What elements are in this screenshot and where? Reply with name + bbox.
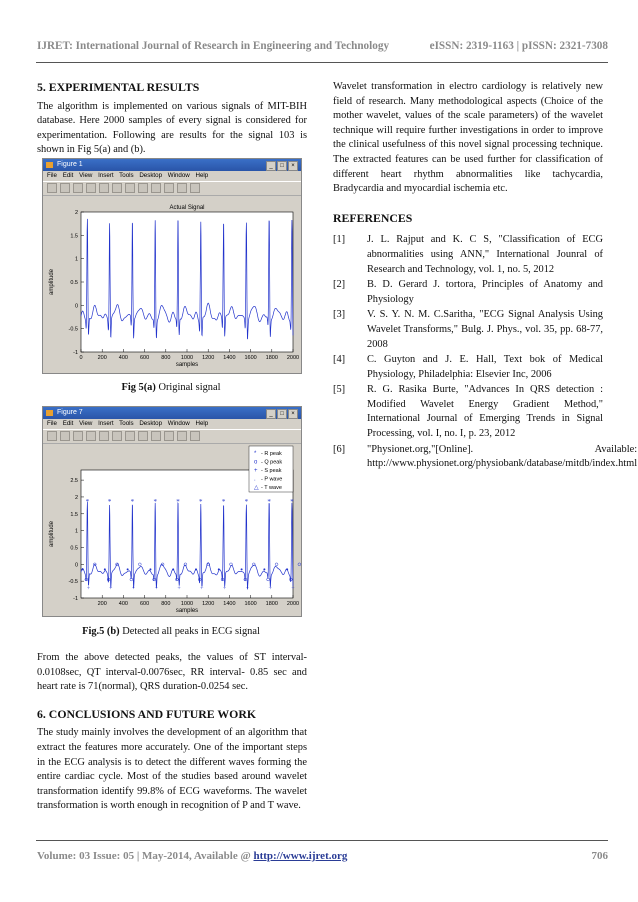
legend-icon[interactable]	[190, 183, 200, 193]
figure-5b-caption-text: Detected all peaks in ECG signal	[119, 626, 260, 637]
open-icon[interactable]	[60, 183, 70, 193]
zoom-out-icon[interactable]	[125, 431, 135, 441]
reference-text: J. L. Rajput and K. C S, "Classification of ECG abnormalities using ANN," International Jounral of Research and Technology, vol. 1, no. 5, 2012	[367, 234, 603, 275]
datacursor-icon[interactable]	[164, 431, 174, 441]
fig-b-y-tick-label: 0.5	[70, 545, 78, 552]
reference-item	[333, 443, 638, 472]
reference-text: "Physionet.org,"[Online]. Available: http://www.physionet.org/physiobank/database/mitdb/index.html	[367, 443, 638, 470]
fig-b-p-wave-marker	[263, 568, 265, 570]
fig-b-legend-symbol: △	[254, 485, 259, 491]
zoom-in-icon[interactable]	[112, 183, 122, 193]
footer-link[interactable]: http://www.ijret.org	[253, 850, 348, 862]
maximize-icon[interactable]: □	[277, 161, 287, 171]
figure-5a-plot	[43, 196, 301, 373]
fig-b-r-peak-marker: *	[130, 498, 135, 506]
fig-a-x-tick-label: 800	[161, 355, 171, 361]
figure-5b-toolbar	[43, 429, 301, 444]
minimize-icon[interactable]: _	[266, 161, 276, 171]
fig-a-y-tick-label: 1.5	[70, 233, 78, 240]
fig-b-y-tick-label: 1.5	[70, 511, 78, 518]
new-icon[interactable]	[47, 183, 57, 193]
fig-b-x-tick-label: 400	[118, 601, 128, 607]
fig-b-x-tick-label: 1600	[244, 601, 257, 607]
footer-rule	[36, 840, 608, 841]
fig-a-x-tick-label: 400	[118, 355, 128, 361]
fig-b-x-tick-label: 600	[140, 601, 150, 607]
fig-b-s-peak-marker: +	[177, 585, 181, 592]
fig-b-legend-label: - S peak	[261, 468, 282, 474]
header-rule	[36, 62, 608, 63]
fig-b-p-wave-marker	[241, 568, 243, 570]
fig-a-x-tick-label: 1000	[180, 355, 194, 361]
fig-b-legend-symbol: *	[254, 451, 257, 457]
fig-a-x-axis-label: samples	[175, 362, 199, 368]
reference-item	[333, 233, 603, 277]
reference-text: B. D. Gerard J. tortora, Principles of Anatomy and Physiology	[367, 279, 603, 305]
fig-b-p-wave-marker	[195, 568, 197, 570]
fig-b-r-peak-marker: *	[176, 498, 180, 506]
footer-volume-text: Volume: 03 Issue: 05 | May-2014, Available @	[37, 850, 254, 862]
fig-b-x-tick-label: 1400	[223, 601, 236, 607]
figure-5b-title: Figure 7	[57, 409, 83, 416]
reference-item	[333, 353, 603, 382]
close-icon[interactable]: ×	[288, 409, 298, 419]
fig-b-p-wave-marker	[218, 568, 220, 570]
fig-b-x-tick-label: 1000	[180, 601, 194, 607]
reference-item	[333, 308, 603, 352]
print-icon[interactable]	[86, 431, 96, 441]
fig-b-s-peak-marker: +	[131, 585, 136, 592]
new-icon[interactable]	[47, 431, 57, 441]
fig-b-s-peak-marker: +	[222, 585, 227, 592]
legend-icon[interactable]	[190, 431, 200, 441]
fig-a-x-tick-label: 1200	[202, 355, 215, 361]
colorbar-icon[interactable]	[177, 183, 187, 193]
figure-5a-caption-text: Original signal	[155, 382, 221, 393]
fig-a-x-tick-label: 1400	[223, 355, 236, 361]
fig-b-x-tick-label: 200	[97, 601, 107, 607]
fig-b-y-tick-label: -1	[73, 596, 78, 602]
fig-a-y-tick-label: -1	[73, 350, 78, 356]
fig-a-y-tick-label: 2	[74, 210, 78, 216]
section-6-heading: 6. CONCLUSIONS AND FUTURE WORK	[37, 706, 257, 721]
fig-a-x-tick-label: 1600	[244, 355, 257, 361]
figure-5a-titlebar	[43, 159, 301, 171]
fig-b-p-wave-marker	[286, 568, 288, 570]
section-6-paragraph-2: Wavelet transformation in electro cardiology is relatively new field of research. Many methodological aspects (Choice of the mother wavelet, values of the scale parameters) of the wavelet technique will require further investigations in order to improve the clinical usefulness of this novel signal processing technique. The extracted features can be used further for classification of different heart rhythm abnormalities like tachycardia, Bradycardia and myocardial ischemia etc.	[333, 81, 603, 195]
fig-b-y-tick-label: 2	[74, 494, 78, 501]
fig-b-r-peak-marker: *	[107, 498, 112, 506]
right-column	[333, 80, 638, 473]
fig-b-y-tick-label: 1	[74, 528, 78, 535]
fig-a-y-axis-label: amplitude	[49, 268, 55, 296]
fig-a-y-tick-label: 0.5	[70, 280, 78, 286]
fig-b-s-peak-marker: +	[86, 585, 91, 592]
reference-text: C. Guyton and J. E. Hall, Text bok of Medical Physiology, Philadelphia: Elsevier Inc, 2006	[367, 354, 603, 380]
fig-b-x-tick-label: 1800	[265, 601, 278, 607]
reference-number: [4]	[333, 354, 346, 366]
reference-number: [5]	[333, 384, 346, 396]
fig-b-p-wave-marker	[172, 568, 174, 570]
page-number: 706	[591, 850, 608, 862]
fig-b-x-tick-label: 2000	[286, 601, 300, 607]
zoom-in-icon[interactable]	[112, 431, 122, 441]
fig-b-legend-symbol: +	[254, 468, 258, 474]
fig-a-x-tick-label: 1800	[265, 355, 278, 361]
fig-b-legend-label: - P wave	[261, 476, 283, 483]
figure-5a-toolbar	[43, 181, 301, 196]
fig-b-s-peak-marker: +	[245, 585, 250, 592]
figure-5b-caption	[42, 626, 300, 637]
pan-icon[interactable]	[138, 183, 148, 193]
section-6-paragraph-1: The study mainly involves the development of an algorithm that extract the features more accurately. One of the important steps in the ECG analysis is to detect the different waves forming the entire cardiac cycle. Most of the studies based around wavelet transformation identify 99.8% of ECG waveforms. The wavelet transformation is worth enough in recognition of P and T wave.	[37, 727, 307, 812]
figure-5a-menubar[interactable]: File Edit View Insert Tools Desktop Window Help	[47, 172, 209, 179]
fig-b-legend-label: - Q peak	[261, 459, 283, 466]
section-5-paragraph: The algorithm is implemented on various signals of MIT-BIH database. Here 2000 samples of every signal is considered for experimentation. Following are results for the signal 103 is shown in Fig 5(a) and (b).	[37, 100, 307, 156]
fig-b-s-peak-marker: +	[154, 585, 158, 592]
figure-5b-caption-label: Fig.5 (b)	[82, 626, 120, 637]
reference-item	[333, 383, 603, 441]
figure-5b-plot	[43, 444, 301, 616]
reference-text: V. S. Y. N. M. C.Saritha, "ECG Signal Analysis Using Wavelet Transforms," Bulg. J. Phys., vol. 35, pp. 68-77, 2008	[367, 309, 603, 350]
fig-a-y-tick-label: 1	[74, 256, 78, 263]
fig-b-legend-label: - T wave	[261, 485, 282, 491]
reference-text: R. G. Rasika Burte, "Advances In QRS detection : Modified Wavelet Energy Gradient Method," International Journal of Emerging Trends in Signal Processing, vol. I, no. I, p. 23, 2012	[367, 384, 603, 440]
journal-name: IJRET: International Journal of Research in Engineering and Technology	[37, 40, 390, 52]
fig-a-plot-area	[81, 212, 293, 352]
fig-b-r-peak-marker: *	[267, 498, 271, 506]
print-icon[interactable]	[86, 183, 96, 193]
fig-b-r-peak-marker: *	[199, 498, 203, 506]
fig-b-t-wave-marker	[298, 563, 301, 566]
fig-b-legend-symbol: .	[254, 476, 256, 483]
figure-5a-caption	[42, 382, 300, 393]
fig-b-x-tick-label: 1200	[202, 601, 215, 607]
save-icon[interactable]	[73, 431, 83, 441]
fig-b-r-peak-marker: *	[244, 498, 249, 506]
figure-5a-window	[42, 158, 302, 374]
reference-item	[333, 278, 603, 307]
fig-b-y-tick-label: -0.5	[68, 579, 78, 586]
reference-number: [2]	[333, 279, 346, 291]
footer-volume	[37, 850, 347, 862]
fig-b-x-tick-label: 800	[161, 601, 171, 607]
close-icon[interactable]: ×	[288, 161, 298, 171]
maximize-icon[interactable]: □	[277, 409, 287, 419]
fig-b-p-wave-marker	[82, 568, 84, 570]
fig-b-x-axis-label: samples	[175, 608, 199, 614]
save-icon[interactable]	[73, 183, 83, 193]
fig-a-chart-title: Actual Signal	[169, 205, 205, 211]
fig-b-legend-label: - R peak	[261, 451, 282, 457]
fig-b-s-peak-marker: +	[108, 585, 113, 592]
figure-5b-menubar[interactable]: File Edit View Insert Tools Desktop Window Help	[47, 420, 209, 427]
fig-b-r-peak-marker: *	[290, 498, 294, 506]
fig-a-y-tick-label: -0.5	[68, 326, 78, 333]
colorbar-icon[interactable]	[177, 431, 187, 441]
fig-b-r-peak-marker: *	[85, 498, 90, 506]
issn: eISSN: 2319-1163 | pISSN: 2321-7308	[429, 40, 608, 52]
minimize-icon[interactable]: _	[266, 409, 276, 419]
reference-number: [1]	[333, 234, 346, 246]
figure-5a-title: Figure 1	[57, 161, 83, 168]
rotate-icon[interactable]	[151, 431, 161, 441]
fig-b-p-wave-marker	[104, 568, 106, 570]
fig-b-s-peak-marker: +	[268, 585, 272, 592]
results-paragraph: From the above detected peaks, the values of ST interval-0.0108sec, QT interval-0.0076sec, RR interval- 0.85 sec and heart rate is 71(normal), QRS duration-0.0254 sec.	[37, 652, 307, 693]
reference-number: [3]	[333, 309, 346, 321]
figure-5b-titlebar	[43, 407, 301, 419]
fig-b-p-wave-marker	[149, 568, 151, 570]
fig-b-r-peak-marker: *	[221, 498, 226, 506]
left-column-lower	[37, 651, 307, 824]
fig-b-y-axis-label: amplitude	[49, 520, 55, 548]
references-heading: REFERENCES	[333, 210, 413, 225]
rotate-icon[interactable]	[151, 183, 161, 193]
page-footer	[37, 850, 608, 862]
fig-b-y-tick-label: 2.5	[70, 478, 78, 485]
fig-b-r-peak-marker: *	[153, 498, 157, 506]
fig-a-x-tick-label: 200	[97, 355, 107, 361]
references-list	[333, 233, 638, 472]
reference-number: [6]	[333, 443, 346, 455]
datacursor-icon[interactable]	[164, 183, 174, 193]
figure-5a-caption-label: Fig 5(a)	[121, 382, 156, 393]
pan-icon[interactable]	[138, 431, 148, 441]
fig-b-y-tick-label: 0	[74, 562, 78, 569]
fig-a-y-tick-label: 0	[74, 303, 78, 310]
fig-b-legend-symbol: o	[254, 459, 258, 466]
pointer-icon[interactable]	[99, 183, 109, 193]
zoom-out-icon[interactable]	[125, 183, 135, 193]
page-header	[37, 40, 608, 52]
figure-5b-window	[42, 406, 302, 617]
open-icon[interactable]	[60, 431, 70, 441]
pointer-icon[interactable]	[99, 431, 109, 441]
fig-a-x-tick-label: 600	[140, 355, 150, 361]
left-column	[37, 80, 307, 168]
fig-a-x-tick-label: 2000	[286, 355, 300, 361]
section-5-heading: 5. EXPERIMENTAL RESULTS	[37, 80, 200, 94]
fig-a-x-tick-label: 0	[79, 355, 83, 361]
fig-b-s-peak-marker: +	[291, 585, 295, 592]
fig-b-p-wave-marker	[127, 568, 129, 570]
fig-b-s-peak-marker: +	[200, 585, 204, 592]
